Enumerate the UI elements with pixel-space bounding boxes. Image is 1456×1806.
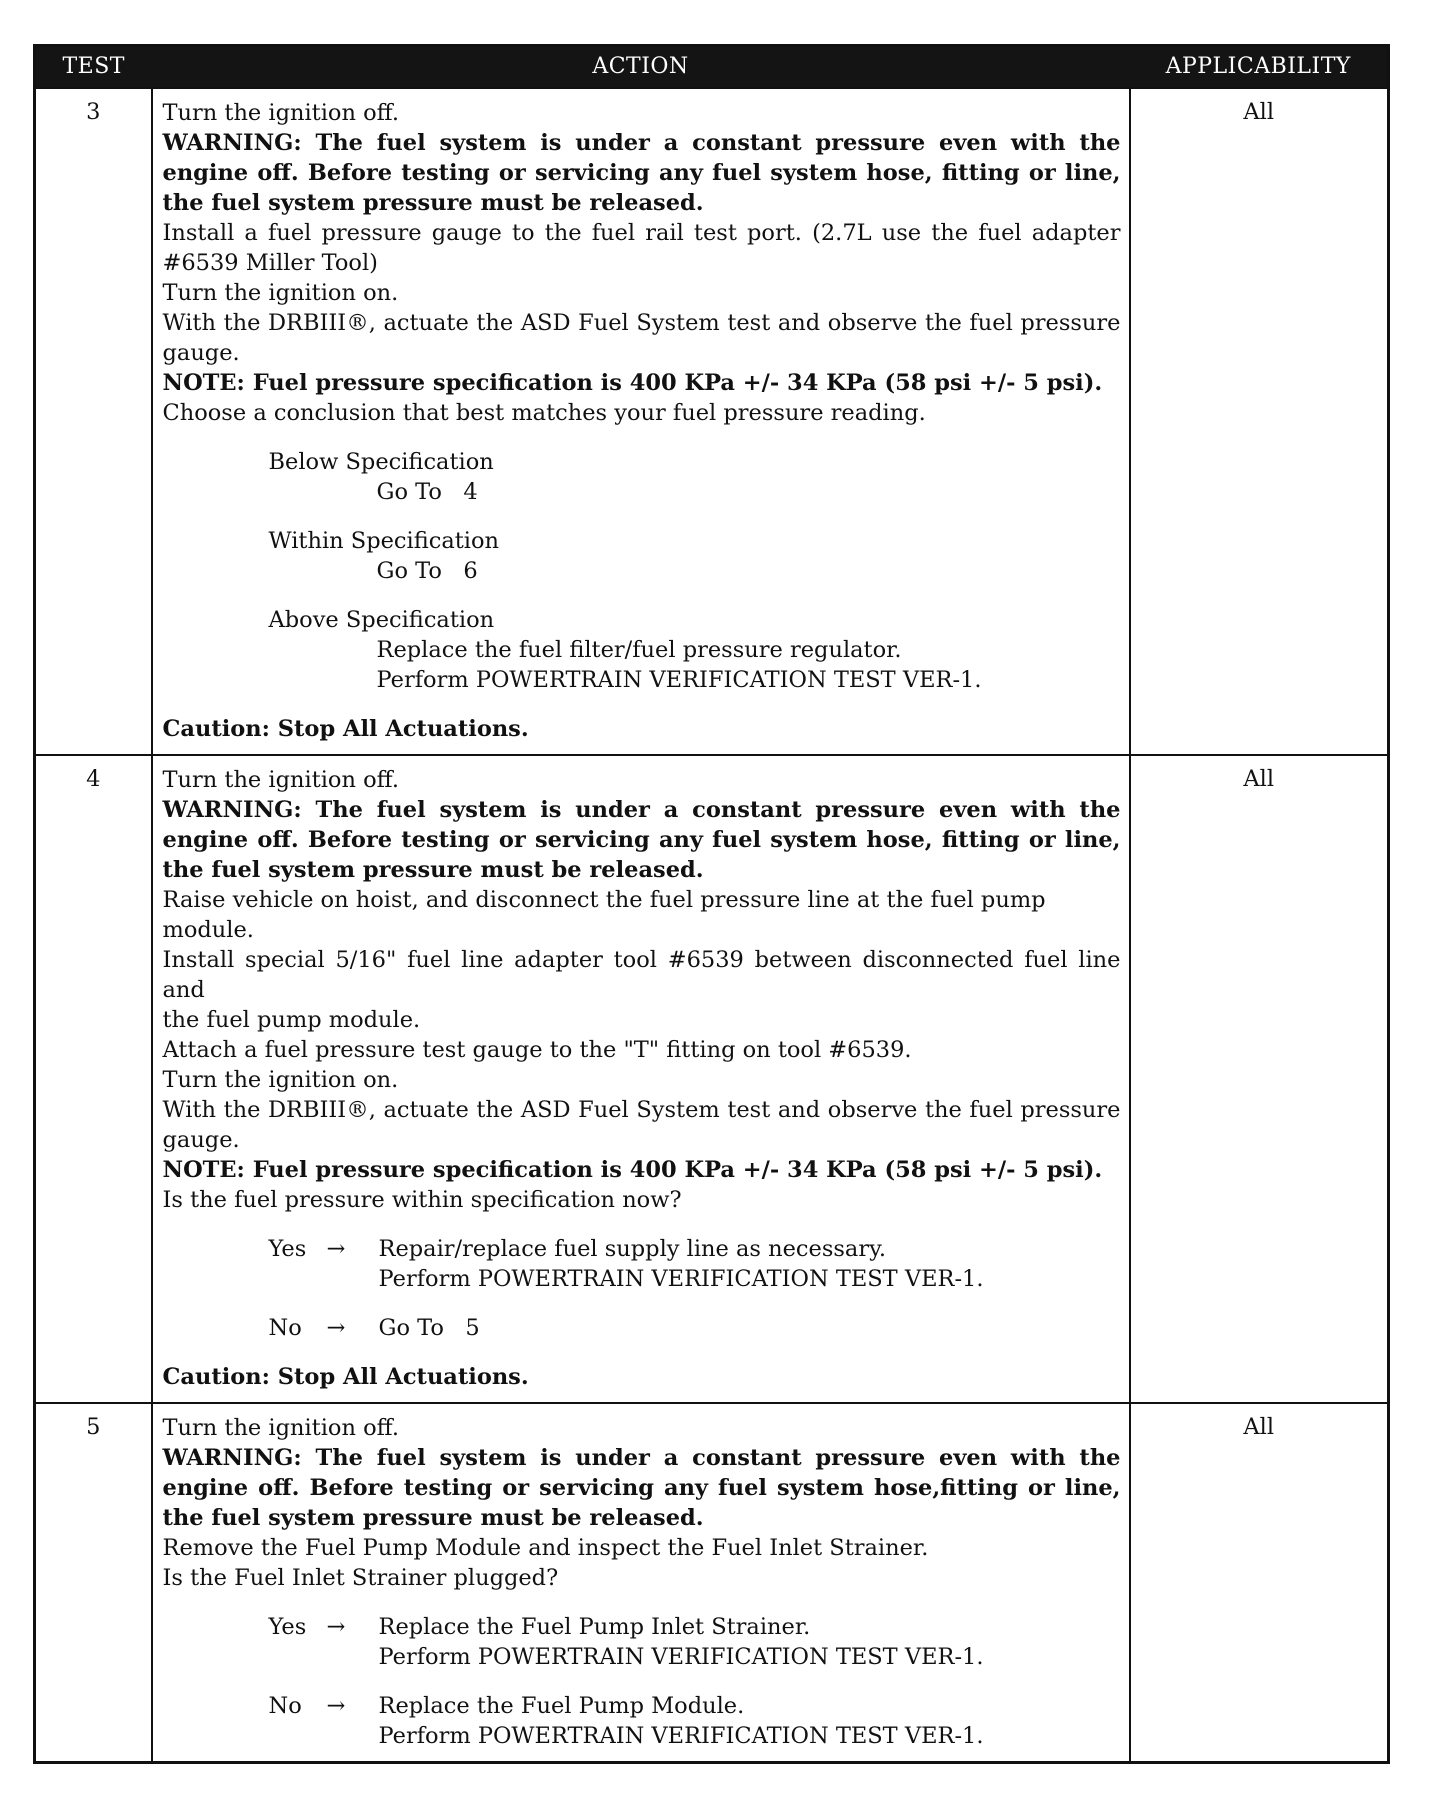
instruction-line: Turn the ignition off. bbox=[162, 100, 399, 126]
arrow-right-icon: → bbox=[326, 1236, 346, 1262]
warning-line: the fuel system pressure must be released. bbox=[162, 1505, 704, 1531]
outcome-step: Go To 4 bbox=[376, 479, 478, 505]
instruction-line: #6539 Miller Tool) bbox=[162, 250, 378, 276]
answer-text: Replace the Fuel Pump Inlet Strainer. bbox=[378, 1614, 811, 1640]
instruction-line: Attach a fuel pressure test gauge to the "T" fitting on tool #6539. bbox=[162, 1037, 912, 1063]
instruction-line: the fuel pump module. bbox=[162, 1007, 421, 1033]
answer-yes bbox=[163, 1234, 1121, 1294]
instruction-line: Install special 5/16" fuel line adapter tool #6539 between disconnected fuel line and bbox=[162, 947, 1121, 1003]
answer-key: Yes bbox=[268, 1236, 307, 1262]
arrow-right-icon: → bbox=[326, 1693, 346, 1719]
instruction-line: Raise vehicle on hoist, and disconnect the fuel pressure line at the fuel pump module. bbox=[162, 887, 1046, 943]
action-cell bbox=[152, 1403, 1130, 1763]
outcome-step: Replace the fuel filter/fuel pressure regulator. bbox=[376, 637, 902, 663]
instruction-line: Choose a conclusion that best matches your fuel pressure reading. bbox=[162, 400, 926, 426]
answer-text: Perform POWERTRAIN VERIFICATION TEST VER-1. bbox=[378, 1723, 984, 1749]
action-cell bbox=[152, 88, 1130, 755]
outcome-within-spec bbox=[163, 526, 1121, 586]
instruction-line: gauge. bbox=[162, 340, 240, 366]
header-test: TEST bbox=[35, 46, 152, 89]
answer-key: No bbox=[268, 1315, 302, 1341]
answer-text: Perform POWERTRAIN VERIFICATION TEST VER-1. bbox=[378, 1266, 984, 1292]
header-row bbox=[35, 46, 1389, 89]
instruction-line: Remove the Fuel Pump Module and inspect the Fuel Inlet Strainer. bbox=[162, 1535, 929, 1561]
warning-line: WARNING: The fuel system is under a constant pressure even with the bbox=[162, 130, 1121, 156]
outcome-label: Below Specification bbox=[268, 449, 494, 475]
instruction-line: Is the Fuel Inlet Strainer plugged? bbox=[162, 1565, 559, 1591]
test-row-3 bbox=[35, 88, 1389, 755]
instruction-line: Turn the ignition on. bbox=[162, 1067, 399, 1093]
caution-line: Caution: Stop All Actuations. bbox=[162, 1364, 529, 1390]
instruction-line: gauge. bbox=[162, 1127, 240, 1153]
applicability-value: All bbox=[1130, 755, 1389, 1403]
warning-line: engine off. Before testing or servicing any fuel system hose,fitting or line, bbox=[162, 1475, 1121, 1501]
caution-line: Caution: Stop All Actuations. bbox=[162, 716, 529, 742]
instruction-line: Turn the ignition off. bbox=[162, 1415, 399, 1441]
outcome-below-spec bbox=[163, 447, 1121, 507]
instruction-line: Is the fuel pressure within specification now? bbox=[162, 1187, 682, 1213]
answer-no bbox=[163, 1313, 1121, 1343]
warning-line: engine off. Before testing or servicing any fuel system hose, fitting or line, bbox=[162, 160, 1121, 186]
outcome-step: Go To 6 bbox=[376, 558, 478, 584]
instruction-line: Install a fuel pressure gauge to the fuel rail test port. (2.7L use the fuel adapter bbox=[162, 220, 1121, 246]
test-number: 4 bbox=[35, 755, 152, 1403]
note-line: NOTE: Fuel pressure specification is 400 KPa +/- 34 KPa (58 psi +/- 5 psi). bbox=[162, 370, 1103, 396]
answer-text: Replace the Fuel Pump Module. bbox=[378, 1693, 745, 1719]
arrow-right-icon: → bbox=[326, 1315, 346, 1341]
arrow-right-icon: → bbox=[326, 1614, 346, 1640]
instruction-line: Turn the ignition on. bbox=[162, 280, 399, 306]
instruction-line: Turn the ignition off. bbox=[162, 767, 399, 793]
outcome-label: Within Specification bbox=[268, 528, 500, 554]
test-row-5 bbox=[35, 1403, 1389, 1763]
answer-key: No bbox=[268, 1693, 302, 1719]
answer-key: Yes bbox=[268, 1614, 307, 1640]
instruction-line: With the DRBIII®, actuate the ASD Fuel System test and observe the fuel pressure bbox=[162, 310, 1121, 336]
warning-line: WARNING: The fuel system is under a constant pressure even with the bbox=[162, 1445, 1121, 1471]
warning-line: the fuel system pressure must be released. bbox=[162, 190, 704, 216]
test-row-4 bbox=[35, 755, 1389, 1403]
procedure-table bbox=[33, 44, 1390, 1764]
note-line: NOTE: Fuel pressure specification is 400 KPa +/- 34 KPa (58 psi +/- 5 psi). bbox=[162, 1157, 1103, 1183]
answer-text: Repair/replace fuel supply line as necessary. bbox=[378, 1236, 886, 1262]
outcome-label: Above Specification bbox=[268, 607, 495, 633]
header-applicability: APPLICABILITY bbox=[1130, 46, 1389, 89]
outcome-above-spec bbox=[163, 605, 1121, 695]
action-cell bbox=[152, 755, 1130, 1403]
applicability-value: All bbox=[1130, 88, 1389, 755]
outcome-step: Perform POWERTRAIN VERIFICATION TEST VER-1. bbox=[376, 667, 982, 693]
answer-text: Perform POWERTRAIN VERIFICATION TEST VER-1. bbox=[378, 1644, 984, 1670]
answer-yes bbox=[163, 1612, 1121, 1672]
warning-line: WARNING: The fuel system is under a constant pressure even with the bbox=[162, 797, 1121, 823]
answer-text: Go To 5 bbox=[378, 1315, 480, 1341]
answer-no bbox=[163, 1691, 1121, 1751]
header-action: ACTION bbox=[152, 46, 1130, 89]
applicability-value: All bbox=[1130, 1403, 1389, 1763]
warning-line: engine off. Before testing or servicing any fuel system hose, fitting or line, bbox=[162, 827, 1121, 853]
test-number: 3 bbox=[35, 88, 152, 755]
warning-line: the fuel system pressure must be released. bbox=[162, 857, 704, 883]
test-number: 5 bbox=[35, 1403, 152, 1763]
instruction-line: With the DRBIII®, actuate the ASD Fuel System test and observe the fuel pressure bbox=[162, 1097, 1121, 1123]
